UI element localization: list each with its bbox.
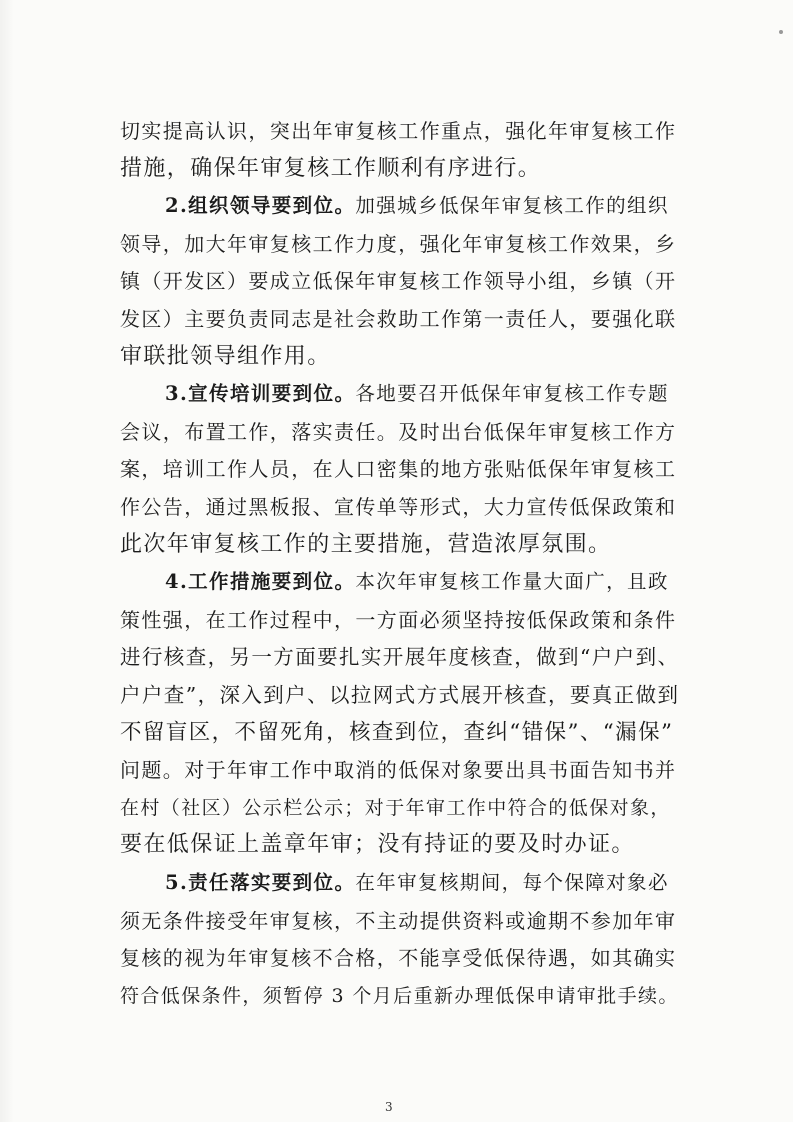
section-4-line: 要在低保证上盖章年审；没有持证的要及时办证。 (120, 832, 635, 858)
intro-line-2: 措施，确保年审复核工作顺利有序进行。 (120, 155, 542, 181)
section-2-line: 发区）主要负责同志是社会救助工作第一责任人，要强化联 (120, 307, 677, 331)
section-3-line: 会议，布置工作，落实责任。及时出台低保年审复核工作方 (120, 419, 677, 444)
intro-line-1: 切实提高认识，突出年审复核工作重点，强化年审复核工作 (120, 119, 677, 143)
section-5-first-line (165, 870, 680, 896)
section-4-first-line-text: 本次年审复核工作量大面广，且政 (355, 570, 669, 594)
section-4-line: 不留盲区，不留死角，核查到位，查纠“错保”、“漏保” (120, 719, 674, 745)
section-2-line: 镇（开发区）要成立低保年审复核工作领导小组，乡镇（开 (120, 269, 677, 294)
section-3-first-line (165, 381, 680, 407)
section-2-first-line-text: 加强城乡低保年审复核工作的组织 (355, 194, 669, 218)
section-3-first-line-text: 各地要召开低保年审复核工作专题 (355, 382, 669, 406)
section-2-first-line (165, 193, 680, 219)
section-2-line: 领导，加大年审复核工作力度，强化年审复核工作效果，乡 (120, 231, 677, 256)
section-4-line: 进行核查，另一方面要扎实开展年度核查，做到“户户到、 (120, 645, 680, 670)
section-4-line: 在村（社区）公示栏公示；对于年审工作中符合的低保对象， (120, 796, 671, 819)
section-5-heading: 5.责任落实要到位。 (165, 871, 356, 894)
scan-dot-mark (779, 30, 783, 34)
section-3-line: 案，培训工作人员，在人口密集的地方张贴低保年审复核工 (120, 457, 677, 482)
section-5-line: 复核的视为年审复核不合格，不能享受低保待遇，如其确实 (120, 946, 677, 971)
section-4-line: 问题。对于年审工作中取消的低保对象要出具书面告知书并 (120, 758, 677, 783)
section-3-line: 此次年审复核工作的主要措施，营造浓厚氛围。 (120, 531, 612, 557)
section-5-line: 须无条件接受年审复核，不主动提供资料或逾期不参加年审 (120, 908, 677, 933)
section-4-first-line (165, 569, 680, 595)
scan-edge-shadow (0, 0, 14, 1122)
section-2-heading: 2.组织领导要到位。 (165, 194, 356, 218)
section-4-line: 策性强，在工作过程中，一方面必须坚持按低保政策和条件 (120, 607, 677, 632)
section-4-heading: 4.工作措施要到位。 (165, 570, 356, 594)
section-4-line: 户户查”，深入到户、以拉网式方式展开核查，要真正做到 (120, 683, 680, 707)
section-2-line: 审联批领导组作用。 (120, 343, 331, 369)
section-3-heading: 3.宣传培训要到位。 (165, 382, 356, 406)
section-5-first-line-text: 在年审复核期间，每个保障对象必 (355, 871, 669, 894)
section-5-line: 符合低保条件，须暂停 3 个月后重新办理低保申请审批手续。 (120, 984, 679, 1007)
page-number: 3 (385, 1100, 393, 1114)
section-3-line: 作公告，通过黑板报、宣传单等形式，大力宣传低保政策和 (120, 495, 677, 519)
